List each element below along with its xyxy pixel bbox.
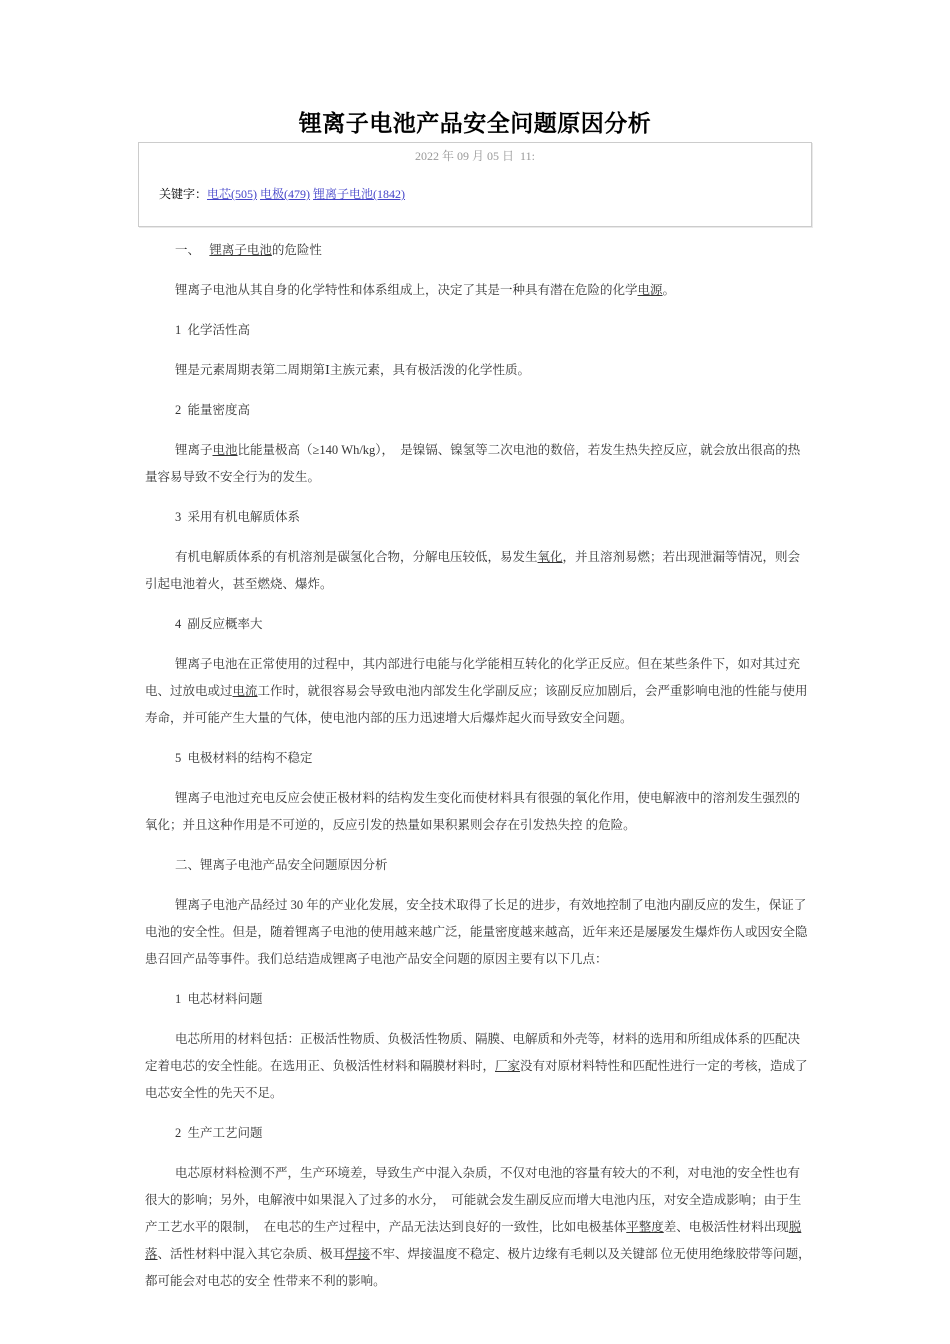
sub-heading bbox=[145, 745, 811, 772]
inline-keyword-link[interactable]: 焊接 bbox=[345, 1247, 371, 1261]
inline-keyword-link[interactable]: 厂家 bbox=[495, 1059, 521, 1073]
text-run: 锂是元素周期表第二周期第Ⅰ主族元素，具有极活泼的化学性质。 bbox=[175, 363, 530, 377]
text-run: 2 能量密度高 bbox=[175, 403, 251, 417]
para bbox=[145, 544, 811, 598]
text-run: 3 采用有机电解质体系 bbox=[175, 510, 301, 524]
sub-heading bbox=[145, 317, 811, 344]
text-run: 二、锂离子电池产品安全问题原因分析 bbox=[175, 858, 388, 872]
para bbox=[145, 1026, 811, 1107]
text-run: 电芯所用的材料包括：正极活性物质、负极活性物质、隔膜、电解质和外壳等，材料的选用和所组成体系的匹配决定着电芯的安全性能。在选用正、负极活性材料和隔膜材料时， bbox=[145, 1032, 801, 1073]
text-run: 1 电芯材料问题 bbox=[175, 992, 263, 1006]
text-run: 一、 bbox=[175, 243, 210, 257]
para bbox=[145, 357, 811, 384]
sub-heading bbox=[145, 611, 811, 638]
para bbox=[145, 892, 811, 973]
text-run: 有机电解质体系的有机溶剂是碳氢化合物，分解电压较低，易发生 bbox=[175, 550, 538, 564]
para bbox=[145, 1160, 811, 1295]
inline-keyword-link[interactable]: 电池 bbox=[212, 443, 238, 457]
section-heading bbox=[145, 237, 811, 264]
text-run: 1 化学活性高 bbox=[175, 323, 251, 337]
inline-keyword-link[interactable]: 平整度 bbox=[626, 1220, 664, 1234]
keyword-link[interactable]: 电芯(505) bbox=[207, 187, 258, 201]
para bbox=[145, 651, 811, 732]
page-title: 锂离子电池产品安全问题原因分析 bbox=[298, 111, 652, 136]
text-run: 电芯原材料检测不严，生产环境差，导致生产中混入杂质，不仅对电池的容量有较大的不利，对电池的安全性也有很大的影响；另外，电解液中如果混入了过多的水分， 可能就会发生副反应而增大电池内压，对安全造成影响；由于生产工艺水平的限制， 在电芯的生产过程中，产品无法达到良好的一致性，比如电极基体 bbox=[145, 1166, 802, 1234]
meta-box bbox=[138, 142, 812, 227]
text-run: 。 bbox=[662, 283, 676, 297]
text-run: 2 生产工艺问题 bbox=[175, 1126, 263, 1140]
text-run: 的危险性 bbox=[271, 243, 322, 257]
text-run: 锂离子电池产品经过 30 年的产业化发展，安全技术取得了长足的进步，有效地控制了电池内副反应的发生，保证了电池的安全性。但是，随着锂离子电池的使用越来越广泛，能量密度越来越高，近年来还是屡屡发生爆炸伤人或因安全隐患召回产品等事件。我们总结造成锂离子电池产品安全问题的原因主要有以下几点： bbox=[145, 898, 808, 966]
text-run: 锂离子电池在正常使用的过程中，其内部进行电能与化学能相互转化的化学正反应。但在某些条件下，如对其过充电、过放电或过 bbox=[145, 657, 801, 698]
text-run: 不牢、焊接温度不稳定、极片边缘有毛刺以及关键部 位无使用绝缘胶带等问题，都可能会对电芯的安全 性带来不利的影响。 bbox=[145, 1247, 811, 1288]
inline-keyword-link[interactable]: 氧化 bbox=[537, 550, 563, 564]
text-run: 锂离子电池从其自身的化学特性和体系组成上，决定了其是一种具有潜在危险的化学 bbox=[175, 283, 638, 297]
text-run: 、活性材料中混入其它杂质、极耳 bbox=[157, 1247, 346, 1261]
inline-keyword-link[interactable]: 电源 bbox=[637, 283, 663, 297]
text-run: 锂离子 bbox=[175, 443, 213, 457]
keywords-row bbox=[139, 164, 811, 226]
inline-keyword-link[interactable]: 脱落 bbox=[145, 1220, 802, 1261]
inline-keyword-link[interactable]: 电流 bbox=[232, 684, 258, 698]
para bbox=[145, 437, 811, 491]
sub-heading bbox=[145, 986, 811, 1013]
inline-keyword-link[interactable]: 锂离子电池 bbox=[209, 243, 272, 257]
publish-date: 2022 年 09 月 05 日 11: bbox=[415, 149, 535, 163]
article-body bbox=[145, 237, 811, 1295]
text-run: 工作时，就很容易会导致电池内部发生化学副反应；该副反应加剧后，会严重影响电池的性能与使用寿命，并可能产生大量的气体，使电池内部的压力迅速增大后爆炸起火而导致安全问题。 bbox=[145, 684, 808, 725]
keywords-label: 关键字： bbox=[159, 187, 208, 201]
sub-heading bbox=[145, 397, 811, 424]
text-run: 比能量极高（≥140 Wh/kg）， 是镍镉、镍氢等二次电池的数倍，若发生热失控反应，就会放出很高的热量容易导致不安全行为的发生。 bbox=[145, 443, 801, 484]
section-heading bbox=[145, 852, 811, 879]
sub-heading bbox=[145, 1120, 811, 1147]
para bbox=[145, 277, 811, 304]
text-run: 4 副反应概率大 bbox=[175, 617, 263, 631]
sub-heading bbox=[145, 504, 811, 531]
keyword-links bbox=[207, 187, 408, 201]
text-run: 差、电极活性材料出现 bbox=[663, 1220, 789, 1234]
text-run: 5 电极材料的结构不稳定 bbox=[175, 751, 313, 765]
text-run: 锂离子电池过充电反应会使正极材料的结构发生变化而使材料具有很强的氧化作用，使电解液中的溶剂发生强烈的氧化；并且这种作用是不可逆的，反应引发的热量如果积累则会存在引发热失控 的危险。 bbox=[145, 791, 801, 832]
keyword-link[interactable]: 电极(479) bbox=[260, 187, 311, 201]
text-run: 没有对原材料特性和匹配性进行一定的考核，造成了电芯安全性的先天不足。 bbox=[145, 1059, 808, 1100]
para bbox=[145, 785, 811, 839]
text-run: ，并且溶剂易燃；若出现泄漏等情况，则会引起电池着火，甚至燃烧、爆炸。 bbox=[145, 550, 801, 591]
keyword-link[interactable]: 锂离子电池(1842) bbox=[313, 187, 406, 201]
